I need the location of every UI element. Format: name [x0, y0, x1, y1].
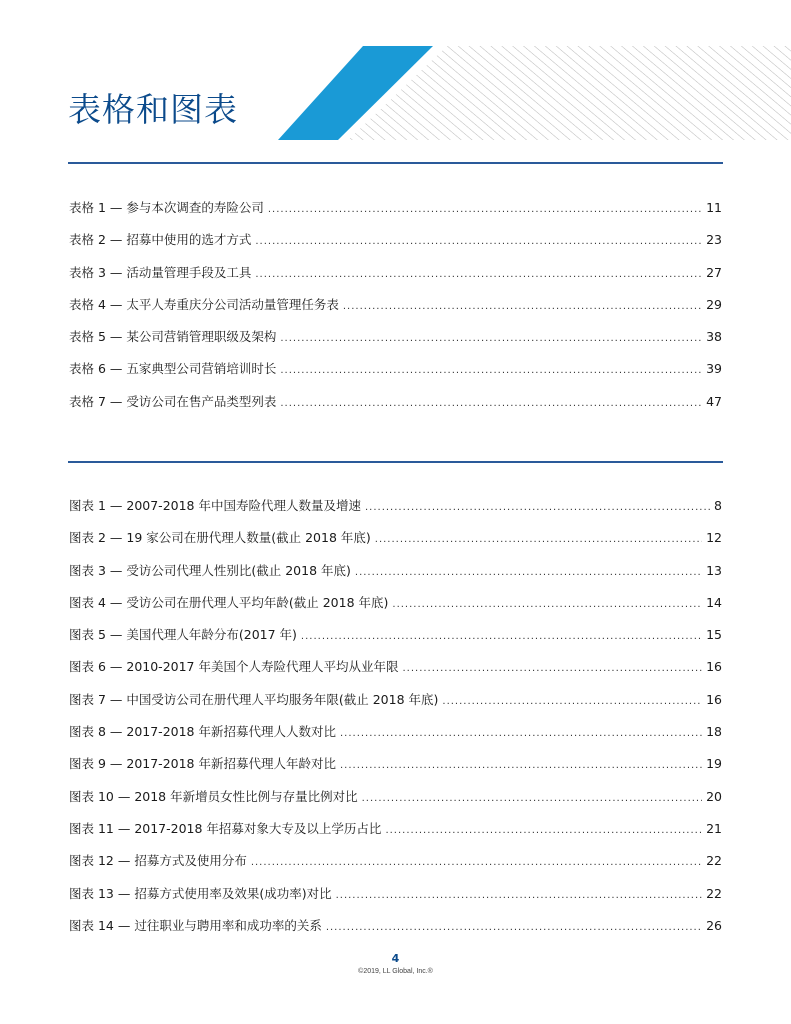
figure-entry-page-number: 16 — [706, 659, 722, 675]
figure-entry-page-number: 13 — [706, 562, 722, 578]
figure-entry-label: 图表 4 — 受访公司在册代理人平均年龄(截止 2018 年底) — [69, 594, 389, 610]
table-entry-label: 表格 4 — 太平人寿重庆分公司活动量管理任务表 — [69, 296, 339, 312]
figure-entry-page-number: 15 — [706, 627, 722, 643]
dot-leader — [268, 202, 702, 218]
dot-leader — [280, 331, 702, 347]
dot-leader — [280, 396, 702, 412]
table-entry[interactable] — [69, 265, 722, 297]
page-title: 表格和图表 — [68, 90, 238, 129]
dot-leader — [402, 661, 702, 677]
figures-list — [69, 498, 722, 950]
section-divider-figures — [68, 461, 723, 463]
figure-entry[interactable] — [69, 530, 722, 562]
figure-entry-label: 图表 12 — 招募方式及使用分布 — [69, 853, 247, 869]
figure-entry[interactable] — [69, 886, 722, 918]
figure-entry-label: 图表 14 — 过往职业与聘用率和成功率的关系 — [69, 917, 322, 933]
dot-leader — [355, 565, 702, 581]
figure-entry-page-number: 8 — [714, 498, 722, 513]
table-entry-page-number: 11 — [706, 200, 722, 215]
figure-entry-label: 图表 2 — 19 家公司在册代理人数量(截止 2018 年底) — [69, 530, 371, 546]
figure-entry-page-number: 20 — [706, 788, 722, 804]
figure-entry-label: 图表 13 — 招募方式使用率及效果(成功率)对比 — [69, 885, 332, 901]
figure-entry-page-number: 12 — [706, 530, 722, 546]
figure-entry-label: 图表 10 — 2018 年新增员女性比例与存量比例对比 — [69, 788, 358, 804]
figure-entry[interactable] — [69, 821, 722, 853]
figure-entry-page-number: 19 — [706, 756, 722, 772]
figure-entry-page-number: 22 — [706, 853, 722, 869]
page-number: 4 — [391, 952, 400, 965]
figure-entry[interactable] — [69, 853, 722, 885]
table-entry[interactable] — [69, 297, 722, 329]
table-entry-page-number: 27 — [706, 264, 722, 280]
table-entry-label: 表格 1 — 参与本次调查的寿险公司 — [69, 200, 264, 215]
dot-leader — [442, 694, 702, 710]
figure-entry[interactable] — [69, 789, 722, 821]
figure-entry-label: 图表 3 — 受访公司代理人性别比(截止 2018 年底) — [69, 562, 351, 578]
dot-leader — [255, 234, 702, 250]
dot-leader — [392, 597, 702, 613]
tables-list — [69, 200, 722, 426]
table-entry-page-number: 38 — [706, 329, 722, 345]
copyright: ©2019, LL Global, Inc.® — [358, 968, 433, 975]
table-entry-page-number: 23 — [706, 232, 722, 248]
table-entry[interactable] — [69, 200, 722, 232]
figure-entry-label: 图表 11 — 2017-2018 年招募对象大专及以上学历占比 — [69, 820, 382, 836]
figure-entry-label: 图表 8 — 2017-2018 年新招募代理人人数对比 — [69, 724, 336, 740]
figure-entry-label: 图表 7 — 中国受访公司在册代理人平均服务年限(截止 2018 年底) — [69, 691, 439, 707]
figure-entry-page-number: 21 — [706, 820, 722, 836]
table-entry-page-number: 29 — [706, 296, 722, 312]
table-entry[interactable] — [69, 329, 722, 361]
figure-entry-page-number: 14 — [706, 594, 722, 610]
figure-entry-page-number: 18 — [706, 724, 722, 740]
figure-entry-label: 图表 5 — 美国代理人年龄分布(2017 年) — [69, 627, 297, 643]
dot-leader — [340, 758, 702, 774]
table-entry-label: 表格 5 — 某公司营销管理职级及架构 — [69, 329, 277, 345]
table-entry-label: 表格 2 — 招募中使用的选才方式 — [69, 232, 252, 248]
figure-entry[interactable] — [69, 756, 722, 788]
figure-entry-label: 图表 6 — 2010-2017 年美国个人寿险代理人平均从业年限 — [69, 659, 399, 675]
dot-leader — [255, 267, 702, 283]
table-entry[interactable] — [69, 232, 722, 264]
table-entry-label: 表格 3 — 活动量管理手段及工具 — [69, 264, 252, 280]
table-entry-label: 表格 7 — 受访公司在售产品类型列表 — [69, 393, 277, 409]
dot-leader — [336, 888, 703, 904]
dot-leader — [340, 726, 702, 742]
dot-leader — [251, 855, 702, 871]
figure-entry[interactable] — [69, 918, 722, 950]
figure-entry-page-number: 16 — [706, 691, 722, 707]
figure-entry[interactable] — [69, 627, 722, 659]
dot-leader — [280, 363, 702, 379]
table-entry-page-number: 39 — [706, 361, 722, 377]
section-divider-top — [68, 162, 723, 164]
figure-entry[interactable] — [69, 692, 722, 724]
figure-entry[interactable] — [69, 563, 722, 595]
dot-leader — [343, 299, 702, 315]
dot-leader — [375, 532, 702, 548]
table-entry[interactable] — [69, 394, 722, 426]
figure-entry[interactable] — [69, 724, 722, 756]
figure-entry[interactable] — [69, 595, 722, 627]
dot-leader — [362, 791, 702, 807]
figure-entry-page-number: 22 — [706, 885, 722, 901]
figure-entry[interactable] — [69, 498, 722, 530]
dot-leader — [385, 823, 702, 839]
figure-entry-label: 图表 1 — 2007-2018 年中国寿险代理人数量及增速 — [69, 498, 361, 513]
dot-leader — [301, 629, 702, 645]
table-entry-label: 表格 6 — 五家典型公司营销培训时长 — [69, 361, 277, 377]
figure-entry-label: 图表 9 — 2017-2018 年新招募代理人年龄对比 — [69, 756, 336, 772]
figure-entry-page-number: 26 — [706, 917, 722, 933]
figure-entry[interactable] — [69, 659, 722, 691]
dot-leader — [326, 920, 702, 936]
dot-leader — [365, 500, 710, 516]
table-entry-page-number: 47 — [706, 393, 722, 409]
table-entry[interactable] — [69, 361, 722, 393]
